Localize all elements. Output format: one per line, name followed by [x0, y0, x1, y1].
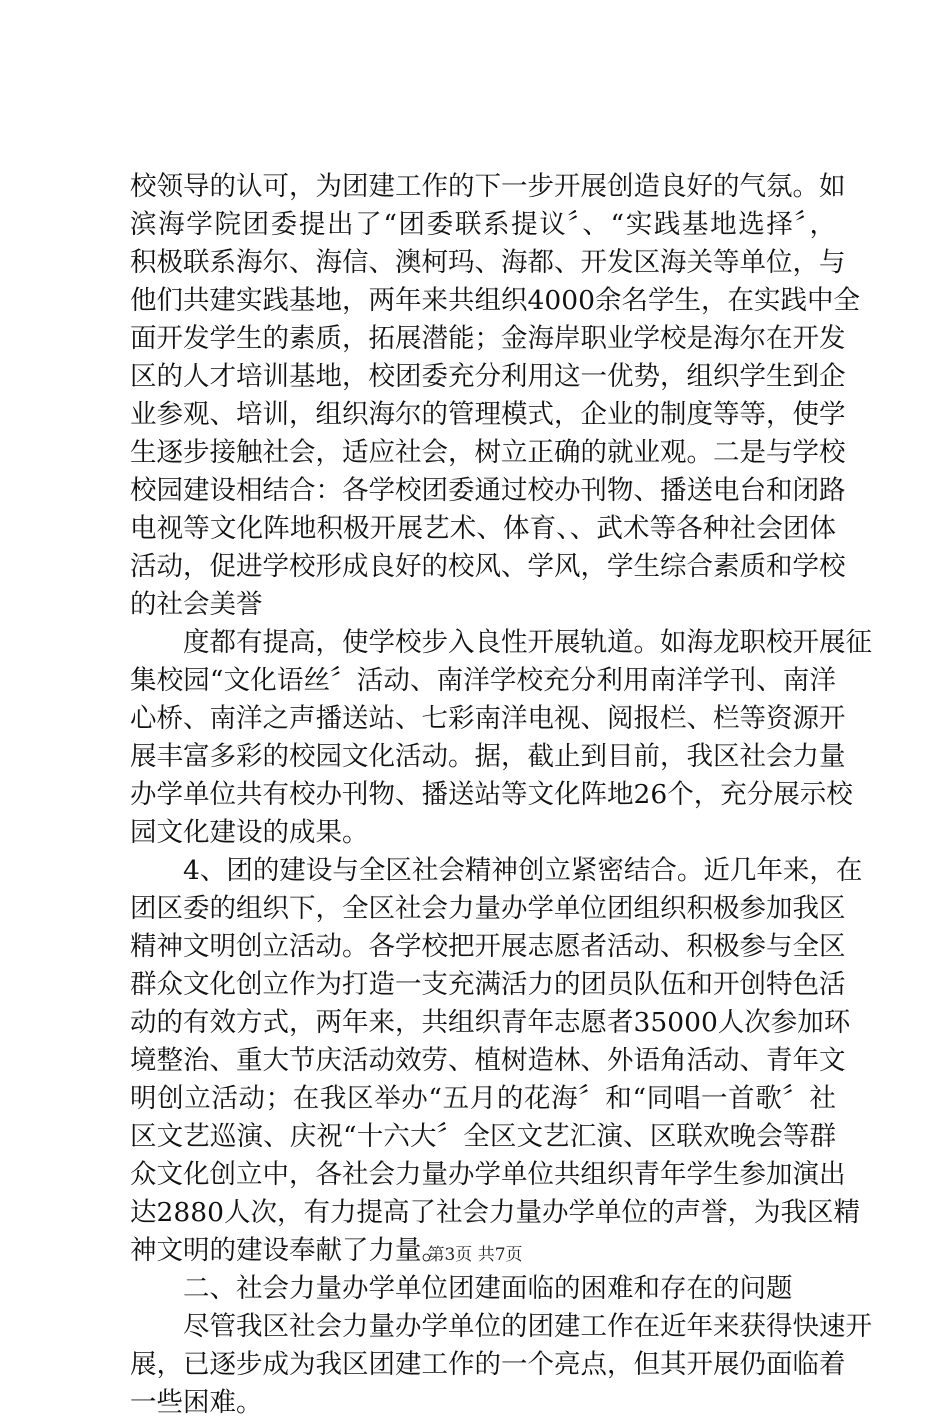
text-line: 他们共建实践基地，两年来共组织4000余名学生，在实践中全 [130, 285, 860, 316]
text-line: 精神文明创立活动。各学校把开展志愿者活动、积极参与全区 [130, 931, 846, 962]
text-line: 校领导的认可，为团建工作的下一步开展创造良好的气氛。如 [130, 171, 846, 202]
text-line: 心桥、南洋之声播送站、七彩南洋电视、阅报栏、栏等资源开 [130, 703, 846, 734]
text-line: 业参观、培训，组织海尔的管理模式，企业的制度等等，使学 [130, 399, 846, 430]
text-line: 展，已逐步成为我区团建工作的一个亮点，但其开展仍面临着 [130, 1349, 846, 1380]
text-line: 积极联系海尔、海信、澳柯玛、海都、开发区海关等单位，与 [130, 247, 846, 278]
text-line: 明创立活动；在我区举办“五月的花海〞和“同唱一首歌〞社 [130, 1083, 836, 1114]
text-line: 展丰富多彩的校园文化活动。据，截止到目前，我区社会力量 [130, 741, 846, 772]
text-line: 区的人才培训基地，校团委充分利用这一优势，组织学生到企 [130, 361, 846, 392]
text-line: 众文化创立中，各社会力量办学单位共组织青年学生参加演出 [130, 1159, 846, 1190]
text-line: 办学单位共有校办刊物、播送站等文化阵地26个，充分展示校 [130, 779, 853, 810]
document-body [130, 168, 872, 1422]
text-line: 园文化建设的成果。 [130, 817, 369, 848]
text-line: 滨海学院团委提出了“团委联系提议〞、“实践基地选择〞， [130, 209, 836, 240]
text-line: 面开发学生的素质，拓展潜能；金海岸职业学校是海尔在开发 [130, 323, 846, 354]
text-line: 达2880人次，有力提高了社会力量办学单位的声誉，为我区精 [130, 1197, 860, 1228]
text-line: 校园建设相结合：各学校团委通过校办刊物、播送电台和闭路 [130, 475, 846, 506]
text-line: 集校园“文化语丝〞活动、南洋学校充分利用南洋学刊、南洋 [130, 665, 836, 696]
text-line: 动的有效方式，两年来，共组织青年志愿者35000人次参加环 [130, 1007, 851, 1038]
text-line: 尽管我区社会力量办学单位的团建工作在近年来获得快速开 [183, 1311, 872, 1342]
text-line: 神文明的建设奉献了力量。 [130, 1235, 448, 1266]
text-line: 电视等文化阵地积极开展艺术、体育、、武术等各种社会团体 [130, 513, 836, 544]
text-line: 的社会美誉 [130, 589, 263, 620]
text-line: 活动，促进学校形成良好的校风、学风，学生综合素质和学校 [130, 551, 846, 582]
page-footer: 第3页 共7页 [427, 1245, 523, 1265]
text-line: 二、社会力量办学单位团建面临的困难和存在的问题 [183, 1273, 793, 1304]
text-line: 生逐步接触社会，适应社会，树立正确的就业观。二是与学校 [130, 437, 846, 468]
text-line: 区文艺巡演、庆祝“十六大〞全区文艺汇演、区联欢晚会等群 [130, 1121, 836, 1152]
text-line: 一些困难。 [130, 1387, 263, 1418]
text-line: 4、团的建设与全区社会精神创立紧密结合。近几年来，在 [183, 855, 863, 886]
text-line: 度都有提高，使学校步入良性开展轨道。如海龙职校开展征 [183, 627, 872, 658]
text-line: 境整治、重大节庆活动效劳、植树造林、外语角活动、青年文 [130, 1045, 846, 1076]
text-line: 团区委的组织下，全区社会力量办学单位团组织积极参加我区 [130, 893, 846, 924]
text-line: 群众文化创立作为打造一支充满活力的团员队伍和开创特色活 [130, 969, 846, 1000]
